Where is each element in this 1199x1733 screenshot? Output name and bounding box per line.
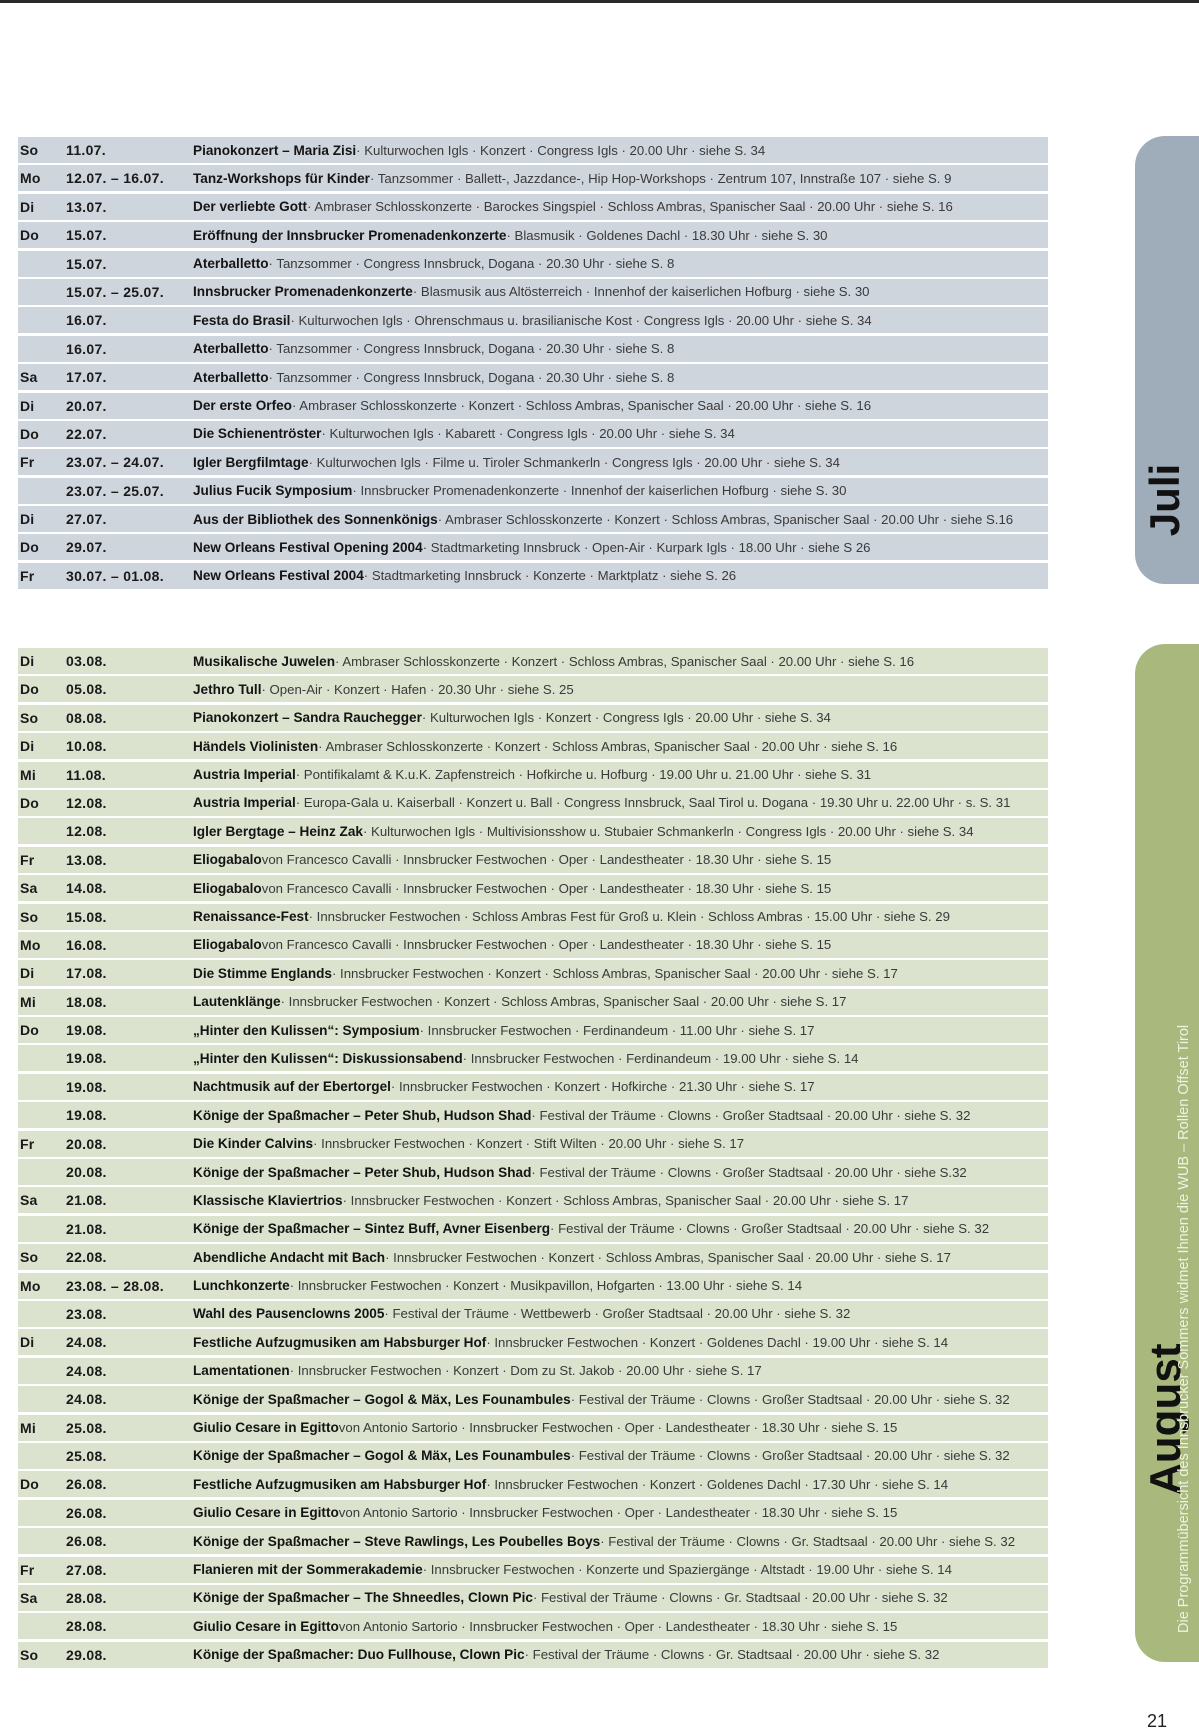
event-date: 21.08.	[66, 1220, 107, 1237]
event-title: Festliche Aufzugmusiken am Habsburger Hof	[193, 1334, 487, 1350]
event-title: Könige der Spaßmacher – Sintez Buff, Avner Eisenberg	[193, 1221, 551, 1237]
event-date: 21.08.	[66, 1192, 107, 1209]
event-details: von Francesco Cavalli · Innsbrucker Festwochen · Oper · Landestheater · 18.30 Uhr · siehe S. 15	[261, 937, 832, 953]
event-title: Igler Bergtage – Heinz Zak	[193, 823, 363, 839]
event-row	[18, 1471, 1048, 1497]
event-details: · Innsbrucker Festwochen · Konzert · Schloss Ambras, Spanischer Saal · 20.00 Uhr · siehe S. 17	[280, 994, 847, 1010]
event-details: · Festival der Träume · Wettbewerb · Großer Stadtsaal · 20.00 Uhr · siehe S. 32	[384, 1306, 851, 1322]
event-row	[18, 194, 1048, 220]
event-day: Mo	[20, 936, 41, 953]
event-date: 27.07.	[66, 511, 107, 528]
event-row	[18, 1528, 1048, 1554]
event-row	[18, 222, 1048, 248]
event-day: Do	[20, 1476, 40, 1493]
event-details: · Innsbrucker Festwochen · Konzert · Stift Wilten · 20.00 Uhr · siehe S. 17	[313, 1136, 745, 1152]
event-row	[18, 1102, 1048, 1128]
event-date: 24.08.	[66, 1391, 107, 1408]
event-row	[18, 534, 1048, 560]
event-title: Könige der Spaßmacher – Gogol & Mäx, Les Founambules	[193, 1391, 571, 1407]
event-row	[18, 1131, 1048, 1157]
event-title: Könige der Spaßmacher – Gogol & Mäx, Les Founambules	[193, 1448, 571, 1464]
event-date: 17.08.	[66, 965, 107, 982]
event-date: 12.07. – 16.07.	[66, 170, 164, 187]
event-date: 29.07.	[66, 539, 107, 556]
event-date: 08.08.	[66, 709, 107, 726]
event-details: · Festival der Träume · Clowns · Großer Stadtsaal · 20.00 Uhr · siehe S. 32	[570, 1391, 1010, 1407]
event-details: · Kulturwochen Igls · Konzert · Congress Igls · 20.00 Uhr · siehe S. 34	[356, 142, 766, 158]
event-row	[18, 875, 1048, 901]
event-details: · Tanzsommer · Congress Innsbruck, Dogana · 20.30 Uhr · siehe S. 8	[268, 369, 675, 385]
event-title: Renaissance-Fest	[193, 909, 309, 925]
event-title: Festa do Brasil	[193, 312, 291, 328]
event-details: · Kulturwochen Igls · Kabarett · Congress Igls · 20.00 Uhr · siehe S. 34	[321, 426, 735, 442]
event-row	[18, 960, 1048, 986]
event-row	[18, 648, 1048, 674]
event-row	[18, 1329, 1048, 1355]
event-date: 24.08.	[66, 1334, 107, 1351]
event-date: 20.08.	[66, 1135, 107, 1152]
event-row	[18, 904, 1048, 930]
event-date: 12.08.	[66, 794, 107, 811]
event-title: „Hinter den Kulissen“: Symposium	[193, 1022, 420, 1038]
event-details: · Festival der Träume · Clowns · Großer Stadtsaal · 20.00 Uhr · siehe S. 32	[531, 1107, 971, 1123]
event-date: 19.08.	[66, 1022, 107, 1039]
event-row	[18, 762, 1048, 788]
event-details: · Europa-Gala u. Kaiserball · Konzert u. Ball · Congress Innsbruck, Saal Tirol u. Dogana · 19.30 Uhr u. 22.00 Uhr · s. S. 31	[295, 795, 1011, 811]
event-date: 29.08.	[66, 1646, 107, 1663]
event-row	[18, 1358, 1048, 1384]
event-details: · Innsbrucker Festwochen · Ferdinandeum · 19.00 Uhr · siehe S. 14	[462, 1050, 859, 1066]
event-day: Mi	[20, 993, 36, 1010]
event-row	[18, 1500, 1048, 1526]
event-details: · Stadtmarketing Innsbruck · Konzerte · Marktplatz · siehe S. 26	[363, 568, 737, 584]
event-date: 12.08.	[66, 823, 107, 840]
event-day: Di	[20, 965, 35, 982]
event-row	[18, 790, 1048, 816]
event-details: · Festival der Träume · Clowns · Großer Stadtsaal · 20.00 Uhr · siehe S. 32	[550, 1221, 990, 1237]
event-row	[18, 1443, 1048, 1469]
event-day: So	[20, 142, 39, 158]
event-row	[18, 478, 1048, 504]
month-label-july: Juli	[1141, 463, 1188, 537]
event-title: Pianokonzert – Maria Zisi	[193, 142, 357, 158]
event-title: Aterballetto	[193, 256, 269, 272]
event-date: 25.08.	[66, 1447, 107, 1464]
event-details: · Ambraser Schlosskonzerte · Konzert · Schloss Ambras, Spanischer Saal · 20.00 Uhr · siehe S. 16	[318, 738, 898, 754]
event-day: Mi	[20, 766, 36, 783]
event-details: · Innsbrucker Festwochen · Konzert · Musikpavillon, Hofgarten · 13.00 Uhr · siehe S. 14	[289, 1278, 803, 1294]
event-day: Do	[20, 539, 40, 556]
event-day: Sa	[20, 880, 38, 897]
event-date: 30.07. – 01.08.	[66, 567, 164, 584]
event-row	[18, 421, 1048, 447]
event-title: Pianokonzert – Sandra Rauchegger	[193, 710, 422, 726]
event-date: 23.07. – 25.07.	[66, 482, 164, 499]
page-number: 21	[1146, 1711, 1167, 1731]
event-title: Die Schienentröster	[193, 426, 322, 442]
event-day: Di	[20, 511, 35, 528]
event-title: Jethro Tull	[193, 681, 262, 697]
event-date: 10.08.	[66, 738, 107, 755]
event-date: 19.08.	[66, 1107, 107, 1124]
event-details: · Festival der Träume · Clowns · Großer Stadtsaal · 20.00 Uhr · siehe S. 32	[570, 1448, 1010, 1464]
event-row	[18, 1301, 1048, 1327]
event-details: · Kulturwochen Igls · Ohrenschmaus u. brasilianische Kost · Congress Igls · 20.00 Uhr · siehe S. 34	[290, 312, 872, 328]
event-date: 18.08.	[66, 993, 107, 1010]
event-details: · Open-Air · Konzert · Hafen · 20.30 Uhr · siehe S. 25	[261, 681, 574, 697]
event-row	[18, 165, 1048, 191]
event-title: Nachtmusik auf der Ebertorgel	[193, 1079, 391, 1095]
event-title: Der verliebte Gott	[193, 199, 308, 215]
event-details: · Tanzsommer · Ballett-, Jazzdance-, Hip Hop-Workshops · Zentrum 107, Innstraße 107 · siehe S. 9	[369, 170, 952, 186]
event-details: · Stadtmarketing Innsbruck · Open-Air · Kurpark Igls · 18.00 Uhr · siehe S 26	[422, 539, 871, 555]
event-date: 26.08.	[66, 1504, 107, 1521]
event-row	[18, 393, 1048, 419]
event-row	[18, 733, 1048, 759]
event-details: · Ambraser Schlosskonzerte · Barockes Singspiel · Schloss Ambras, Spanischer Saal · 20.00 Uhr · siehe S. 16	[307, 199, 953, 215]
event-row	[18, 506, 1048, 532]
event-title: Der erste Orfeo	[193, 398, 292, 414]
event-details: · Kulturwochen Igls · Multivisionsshow u. Stubaier Schmankerln · Congress Igls · 20.00 Uhr · siehe S. 34	[362, 823, 974, 839]
event-row	[18, 449, 1048, 475]
event-date: 15.07. – 25.07.	[66, 283, 164, 300]
event-details: · Ambraser Schlosskonzerte · Konzert · Schloss Ambras, Spanischer Saal · 20.00 Uhr · siehe S. 16	[291, 398, 872, 414]
event-date: 26.08.	[66, 1533, 107, 1550]
event-date: 11.07.	[66, 142, 106, 158]
event-title: Eliogabalo	[193, 880, 262, 896]
event-date: 28.08.	[66, 1618, 107, 1635]
event-date: 20.08.	[66, 1164, 107, 1181]
event-day: Sa	[20, 1589, 38, 1606]
event-row	[18, 279, 1048, 305]
event-date: 20.07.	[66, 397, 107, 414]
event-date: 19.08.	[66, 1050, 107, 1067]
event-title: Eröffnung der Innsbrucker Promenadenkonzerte	[193, 227, 507, 243]
event-day: Di	[20, 397, 35, 414]
event-date: 15.08.	[66, 908, 107, 925]
event-row	[18, 932, 1048, 958]
event-day: Mo	[20, 170, 41, 187]
event-day: Do	[20, 681, 40, 698]
event-details: von Antonio Sartorio · Innsbrucker Festwochen · Oper · Landestheater · 18.30 Uhr · siehe S. 15	[338, 1505, 898, 1521]
event-details: · Festival der Träume · Clowns · Großer Stadtsaal · 20.00 Uhr · siehe S.32	[531, 1164, 967, 1180]
event-date: 15.07.	[66, 255, 107, 272]
event-title: Lunchkonzerte	[193, 1278, 290, 1294]
event-title: Julius Fucik Symposium	[193, 483, 353, 499]
event-row	[18, 705, 1048, 731]
event-date: 13.07.	[66, 198, 107, 215]
event-row	[18, 251, 1048, 277]
event-day: Fr	[20, 1561, 35, 1578]
event-title: New Orleans Festival 2004	[193, 568, 364, 584]
event-title: Eliogabalo	[193, 937, 262, 953]
event-title: Eliogabalo	[193, 852, 262, 868]
event-title: Händels Violinisten	[193, 738, 319, 754]
event-day: So	[20, 709, 39, 726]
event-title: Wahl des Pausenclowns 2005	[193, 1306, 385, 1322]
side-caption: Die Programmübersicht des Innsbrucker Sommers widmet Ihnen die WUB – Rollen Offset Tirol	[1176, 1024, 1192, 1633]
event-details: · Festival der Träume · Clowns · Gr. Stadtsaal · 20.00 Uhr · siehe S. 32	[532, 1590, 948, 1606]
event-row	[18, 847, 1048, 873]
event-date: 16.07.	[66, 312, 107, 329]
event-title: Könige der Spaßmacher – Peter Shub, Hudson Shad	[193, 1107, 532, 1123]
event-day: Fr	[20, 851, 35, 868]
event-day: Do	[20, 1022, 40, 1039]
event-details: · Tanzsommer · Congress Innsbruck, Dogana · 20.30 Uhr · siehe S. 8	[268, 341, 675, 357]
event-date: 03.08.	[66, 653, 107, 669]
top-rule	[0, 0, 1199, 3]
event-details: · Blasmusik · Goldenes Dachl · 18.30 Uhr · siehe S. 30	[506, 227, 828, 243]
event-row	[18, 1557, 1048, 1583]
event-date: 14.08.	[66, 880, 107, 897]
event-date: 13.08.	[66, 851, 107, 868]
event-title: Tanz-Workshops für Kinder	[193, 170, 370, 186]
event-title: Aterballetto	[193, 369, 269, 385]
event-day: So	[20, 1249, 39, 1266]
event-title: Die Kinder Calvins	[193, 1136, 314, 1152]
event-details: · Innsbrucker Festwochen · Konzert · Dom zu St. Jakob · 20.00 Uhr · siehe S. 17	[289, 1363, 762, 1379]
event-day: Sa	[20, 1192, 38, 1209]
event-details: · Ambraser Schlosskonzerte · Konzert · Schloss Ambras, Spanischer Saal · 20.00 Uhr · siehe S.16	[437, 511, 1014, 527]
event-details: · Pontifikalamt & K.u.K. Zapfenstreich · Hofkirche u. Hofburg · 19.00 Uhr u. 21.00 Uhr · siehe S. 31	[295, 767, 872, 783]
event-day: Do	[20, 425, 40, 442]
event-day: Do	[20, 227, 40, 244]
month-label-august: August	[1141, 1343, 1190, 1495]
event-date: 23.08.	[66, 1305, 107, 1322]
event-details: · Kulturwochen Igls · Filme u. Tiroler Schmankerln · Congress Igls · 20.00 Uhr · siehe S. 34	[308, 454, 840, 470]
event-details: · Festival der Träume · Clowns · Gr. Stadtsaal · 20.00 Uhr · siehe S. 32	[524, 1647, 940, 1663]
event-day: So	[20, 1646, 39, 1663]
event-row	[18, 1585, 1048, 1611]
event-title: Könige der Spaßmacher: Duo Fullhouse, Clown Pic	[193, 1647, 525, 1663]
event-row	[18, 336, 1048, 362]
event-details: von Francesco Cavalli · Innsbrucker Festwochen · Oper · Landestheater · 18.30 Uhr · siehe S. 15	[261, 852, 832, 868]
event-day: Mi	[20, 1419, 36, 1436]
august-schedule	[18, 648, 1048, 1670]
event-details: · Innsbrucker Festwochen · Konzert · Schloss Ambras, Spanischer Saal · 20.00 Uhr · siehe S. 17	[342, 1192, 909, 1208]
event-day: Sa	[20, 369, 38, 386]
event-date: 16.07.	[66, 340, 107, 357]
event-details: · Innsbrucker Festwochen · Konzerte und Spaziergänge · Altstadt · 19.00 Uhr · siehe S. 14	[422, 1562, 952, 1577]
event-date: 24.08.	[66, 1362, 107, 1379]
event-row	[18, 676, 1048, 702]
event-title: Festliche Aufzugmusiken am Habsburger Hof	[193, 1476, 487, 1492]
event-row	[18, 818, 1048, 844]
event-details: · Festival der Träume · Clowns · Gr. Stadtsaal · 20.00 Uhr · siehe S. 32	[600, 1533, 1016, 1549]
event-details: von Francesco Cavalli · Innsbrucker Festwochen · Oper · Landestheater · 18.30 Uhr · siehe S. 15	[261, 880, 832, 896]
event-date: 26.08.	[66, 1476, 107, 1493]
event-title: Giulio Cesare in Egitto	[193, 1505, 339, 1521]
event-date: 23.08. – 28.08.	[66, 1277, 164, 1294]
event-row	[18, 307, 1048, 333]
event-title: Austria Imperial	[193, 767, 296, 783]
event-date: 19.08.	[66, 1078, 107, 1095]
event-details: · Ambraser Schlosskonzerte · Konzert · Schloss Ambras, Spanischer Saal · 20.00 Uhr · siehe S. 16	[335, 653, 915, 669]
event-title: Könige der Spaßmacher – Steve Rawlings, Les Poubelles Boys	[193, 1533, 601, 1549]
event-title: Innsbrucker Promenadenkonzerte	[193, 284, 413, 300]
event-details: · Innsbrucker Festwochen · Ferdinandeum · 11.00 Uhr · siehe S. 17	[419, 1022, 815, 1038]
event-details: · Innsbrucker Promenadenkonzerte · Innenhof der kaiserlichen Hofburg · siehe S. 30	[352, 483, 847, 499]
event-details: · Innsbrucker Festwochen · Konzert · Goldenes Dachl · 17.30 Uhr · siehe S. 14	[486, 1476, 949, 1492]
event-date: 17.07.	[66, 369, 107, 386]
event-title: Musikalische Juwelen	[193, 653, 336, 669]
event-title: Könige der Spaßmacher – Peter Shub, Hudson Shad	[193, 1164, 532, 1180]
event-row	[18, 1386, 1048, 1412]
event-day: Di	[20, 738, 35, 755]
event-details: · Innsbrucker Festwochen · Schloss Ambras Fest für Groß u. Klein · Schloss Ambras · 15.00 Uhr · siehe S. 29	[308, 909, 950, 925]
event-title: Klassische Klaviertrios	[193, 1192, 343, 1208]
event-row	[18, 1074, 1048, 1100]
event-row	[18, 563, 1048, 589]
event-title: Abendliche Andacht mit Bach	[193, 1249, 386, 1265]
event-day: Do	[20, 794, 40, 811]
event-details: · Innsbrucker Festwochen · Konzert · Schloss Ambras, Spanischer Saal · 20.00 Uhr · siehe S. 17	[332, 965, 898, 981]
event-details: · Innsbrucker Festwochen · Konzert · Hofkirche · 21.30 Uhr · siehe S. 17	[390, 1079, 815, 1095]
event-title: Lamentationen	[193, 1363, 290, 1379]
event-details: · Blasmusik aus Altösterreich · Innenhof der kaiserlichen Hofburg · siehe S. 30	[412, 284, 870, 300]
event-day: Di	[20, 1334, 35, 1351]
event-row	[18, 1244, 1048, 1270]
event-title: Die Stimme Englands	[193, 965, 332, 981]
event-row	[18, 1415, 1048, 1441]
event-title: Aterballetto	[193, 341, 269, 357]
event-title: Austria Imperial	[193, 795, 296, 811]
event-details: · Tanzsommer · Congress Innsbruck, Dogana · 20.30 Uhr · siehe S. 8	[268, 256, 675, 272]
july-schedule	[18, 137, 1048, 591]
event-day: Fr	[20, 454, 35, 471]
event-title: Könige der Spaßmacher – The Shneedles, Clown Pic	[193, 1590, 533, 1606]
event-row	[18, 989, 1048, 1015]
event-title: Flanieren mit der Sommerakademie	[193, 1562, 423, 1577]
event-day: So	[20, 908, 39, 925]
event-title: Giulio Cesare in Egitto	[193, 1618, 339, 1634]
event-title: New Orleans Festival Opening 2004	[193, 539, 423, 555]
event-row	[18, 1613, 1048, 1639]
event-date: 16.08.	[66, 936, 107, 953]
event-title: Lautenklänge	[193, 994, 281, 1010]
event-row	[18, 1187, 1048, 1213]
event-day: Mo	[20, 1277, 41, 1294]
event-row	[18, 364, 1048, 390]
event-date: 22.07.	[66, 425, 107, 442]
month-tab-july	[1135, 136, 1199, 584]
event-title: Igler Bergfilmtage	[193, 454, 309, 470]
event-date: 25.08.	[66, 1419, 107, 1436]
event-day: Di	[20, 198, 35, 215]
event-row	[18, 1642, 1048, 1668]
event-details: von Antonio Sartorio · Innsbrucker Festwochen · Oper · Landestheater · 18.30 Uhr · siehe S. 15	[338, 1420, 898, 1436]
event-title: „Hinter den Kulissen“: Diskussionsabend	[193, 1050, 463, 1066]
event-row	[18, 1273, 1048, 1299]
event-row	[18, 1216, 1048, 1242]
event-date: 27.08.	[66, 1561, 107, 1578]
event-date: 28.08.	[66, 1589, 107, 1606]
event-details: · Innsbrucker Festwochen · Konzert · Schloss Ambras, Spanischer Saal · 20.00 Uhr · siehe S. 17	[385, 1249, 951, 1265]
event-day: Di	[20, 653, 35, 669]
event-details: von Antonio Sartorio · Innsbrucker Festwochen · Oper · Landestheater · 18.30 Uhr · siehe S. 15	[338, 1618, 898, 1634]
event-row	[18, 1017, 1048, 1043]
event-details: · Innsbrucker Festwochen · Konzert · Goldenes Dachl · 19.00 Uhr · siehe S. 14	[486, 1334, 949, 1350]
event-row	[18, 137, 1048, 163]
event-row	[18, 1045, 1048, 1071]
event-date: 23.07. – 24.07.	[66, 454, 164, 471]
event-date: 22.08.	[66, 1249, 107, 1266]
event-day: Fr	[20, 567, 35, 584]
event-date: 11.08.	[66, 766, 106, 783]
event-day: Fr	[20, 1135, 35, 1152]
event-date: 05.08.	[66, 681, 107, 698]
event-title: Aus der Bibliothek des Sonnenkönigs	[193, 511, 438, 527]
event-row	[18, 1159, 1048, 1185]
event-date: 15.07.	[66, 227, 107, 244]
event-title: Giulio Cesare in Egitto	[193, 1420, 339, 1436]
event-details: · Kulturwochen Igls · Konzert · Congress Igls · 20.00 Uhr · siehe S. 34	[421, 710, 831, 726]
